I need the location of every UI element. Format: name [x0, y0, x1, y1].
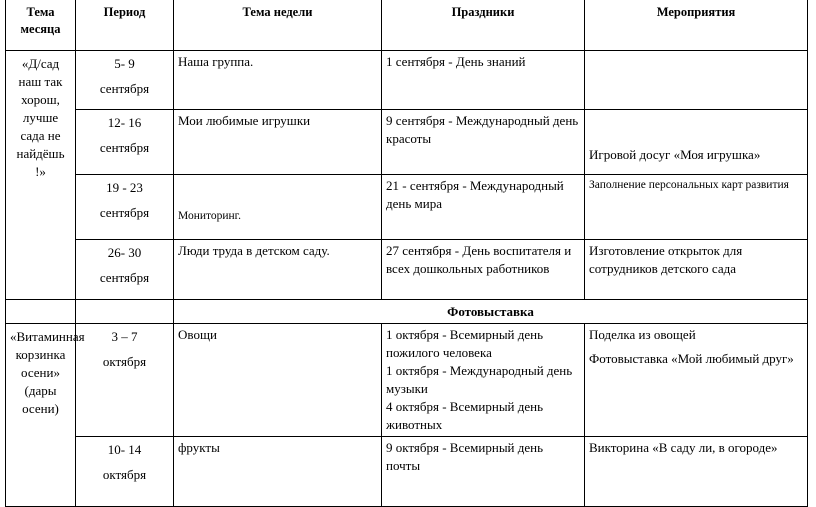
month-topic: «Витаминная корзинка осени» (дары осени)	[6, 324, 76, 507]
header-month-topic: Тема месяца	[6, 0, 76, 51]
header-week-topic: Тема недели	[174, 0, 382, 51]
event-cell	[585, 51, 808, 110]
table-row	[6, 175, 808, 240]
header-events: Мероприятия	[585, 0, 808, 51]
table-row	[6, 437, 808, 507]
week-topic-cell: фрукты	[174, 437, 382, 507]
week-topic-cell: Мои любимые игрушки	[174, 110, 382, 175]
period-cell: 10- 14 октября	[76, 437, 174, 507]
period-cell: 5- 9 сентября	[76, 51, 174, 110]
event-cell: Игровой досуг «Моя игрушка»	[585, 110, 808, 175]
week-topic-cell: Наша группа.	[174, 51, 382, 110]
period-cell: 19 - 23 сентября	[76, 175, 174, 240]
holiday-cell: 9 октября - Всемирный день почты	[382, 437, 585, 507]
header-row	[6, 0, 808, 51]
week-topic-cell: Овощи	[174, 324, 382, 437]
table-row	[6, 110, 808, 175]
table-row	[6, 51, 808, 110]
month-topic: «Д/сад наш так хорош, лучше сада не найдёшь !»	[6, 51, 76, 300]
period-cell: 26- 30 сентября	[76, 240, 174, 300]
holiday-cell: 27 сентября - День воспитателя и всех дошкольных работников	[382, 240, 585, 300]
band-row	[6, 300, 808, 324]
period-cell: 3 – 7 октября	[76, 324, 174, 437]
photo-exhibition-band: Фотовыставка	[174, 300, 808, 324]
holiday-cell: 1 октября - Всемирный день пожилого человека 1 октября - Международный день музыки 4 октября - Всемирный день животных	[382, 324, 585, 437]
event-cell: Заполнение персональных карт развития	[585, 175, 808, 240]
event-cell: Поделка из овощей Фотовыставка «Мой любимый друг»	[585, 324, 808, 437]
week-topic-cell: Мониторинг.	[174, 175, 382, 240]
table-row	[6, 240, 808, 300]
holiday-cell: 21 - сентября - Международный день мира	[382, 175, 585, 240]
plan-table	[5, 0, 808, 507]
week-topic-cell: Люди труда в детском саду.	[174, 240, 382, 300]
event-cell: Изготовление открыток для сотрудников детского сада	[585, 240, 808, 300]
event-cell: Викторина «В саду ли, в огороде»	[585, 437, 808, 507]
table-row	[6, 324, 808, 437]
holiday-cell: 9 сентября - Международный день красоты	[382, 110, 585, 175]
period-cell: 12- 16 сентября	[76, 110, 174, 175]
header-period: Период	[76, 0, 174, 51]
holiday-cell: 1 сентября - День знаний	[382, 51, 585, 110]
header-holidays: Праздники	[382, 0, 585, 51]
